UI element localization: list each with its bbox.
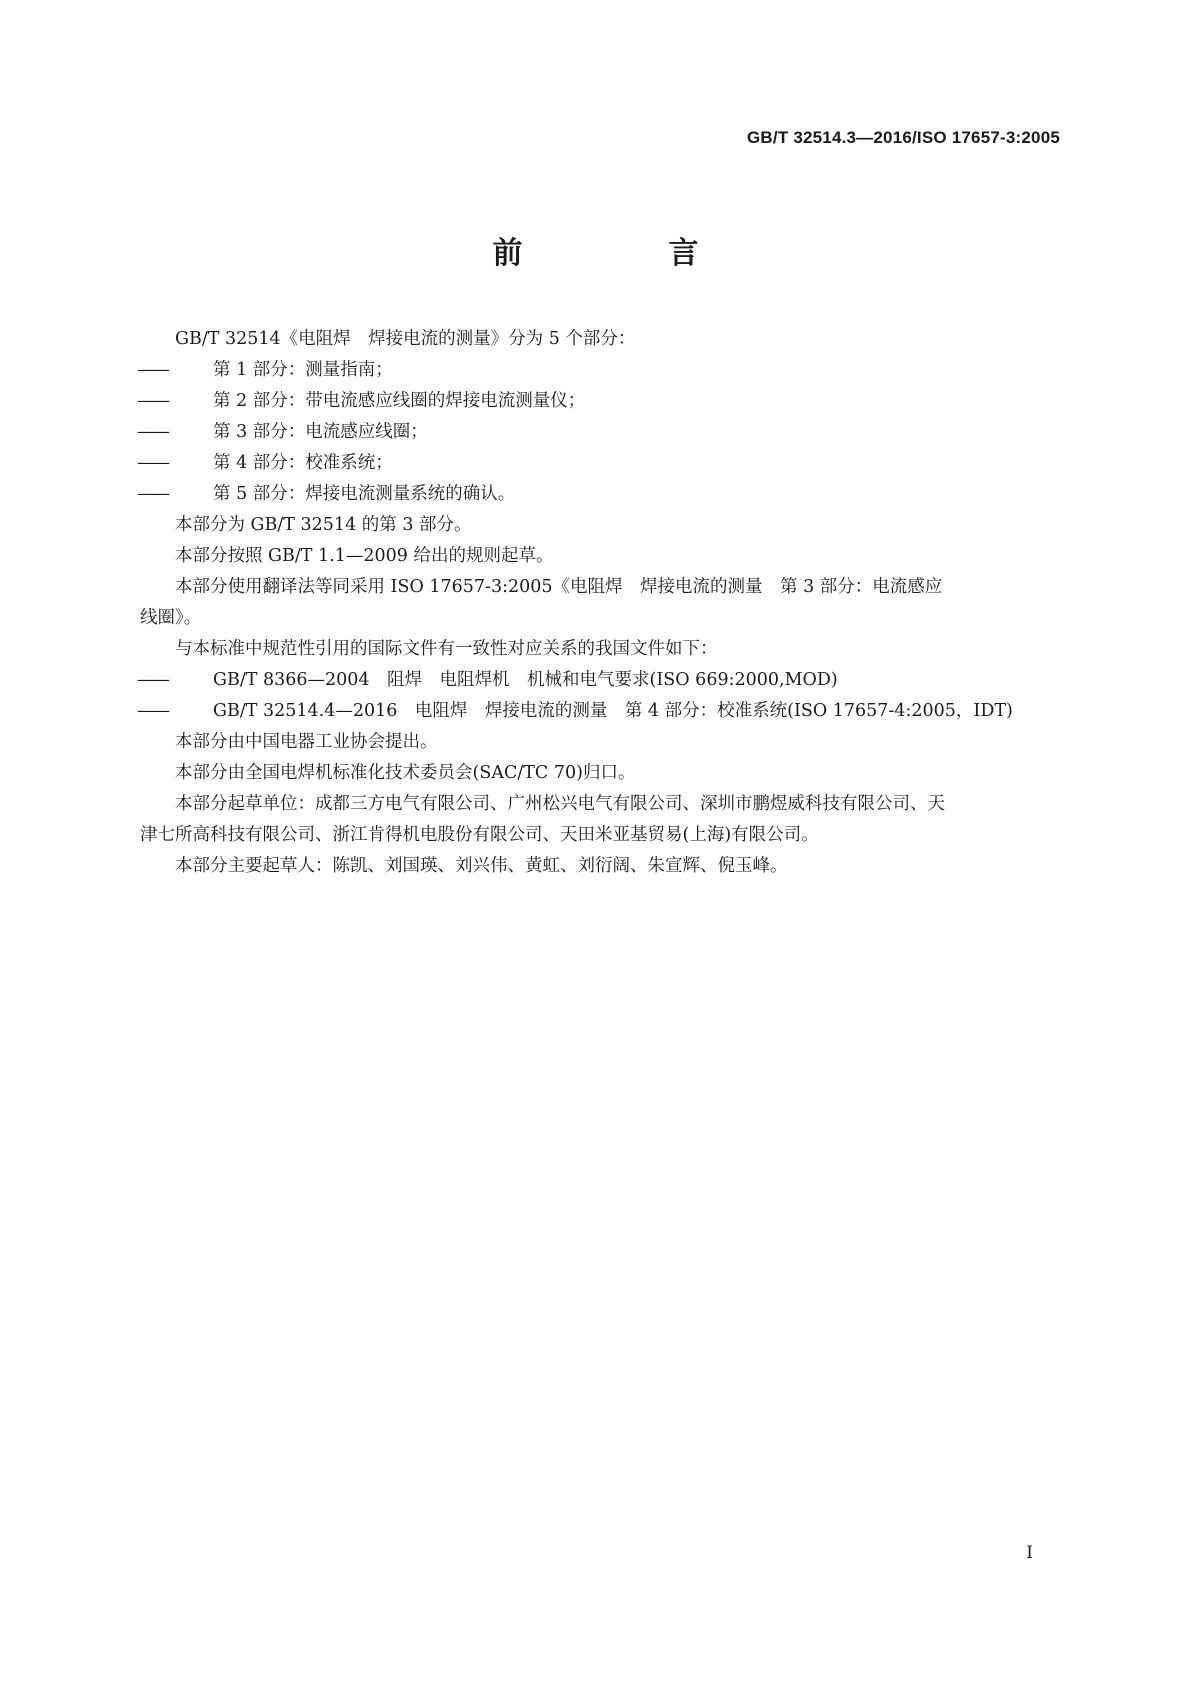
dash-marker: —— bbox=[137, 360, 168, 380]
foreword-body bbox=[137, 324, 1070, 882]
list-item-part-4 bbox=[137, 448, 1070, 479]
list-item-part-2 bbox=[137, 386, 1070, 417]
paragraph-references-intro: 与本标准中规范性引用的国际文件有一致性对应关系的我国文件如下： bbox=[175, 639, 718, 659]
list-item-text: 第 2 部分：带电流感应线圈的焊接电流测量仪； bbox=[213, 391, 586, 411]
paragraph-drafting-rules: 本部分按照 GB/T 1.1—2009 给出的规则起草。 bbox=[175, 546, 554, 566]
paragraph-main-drafters: 本部分主要起草人：陈凯、刘国瑛、刘兴伟、黄虹、刘衍阔、朱宣辉、倪玉峰。 bbox=[175, 856, 788, 876]
page-title: 前 言 bbox=[492, 236, 757, 271]
paragraph-proposer: 本部分由中国电器工业协会提出。 bbox=[175, 732, 438, 752]
paragraph-drafting-units-line-1: 本部分起草单位：成都三方电气有限公司、广州松兴电气有限公司、深圳市鹏煜威科技有限公司、天 bbox=[175, 794, 945, 814]
paragraph-parts-intro: GB/T 32514《电阻焊 焊接电流的测量》分为 5 个部分： bbox=[175, 329, 636, 349]
list-item-text: 第 5 部分：焊接电流测量系统的确认。 bbox=[213, 484, 516, 504]
paragraph-part-statement: 本部分为 GB/T 32514 的第 3 部分。 bbox=[175, 515, 472, 535]
dash-marker: —— bbox=[137, 422, 168, 442]
standard-code-header: GB/T 32514.3—2016/ISO 17657-3:2005 bbox=[747, 128, 1060, 147]
list-item-part-1 bbox=[137, 355, 1070, 386]
list-item-text: 第 3 部分：电流感应线圈； bbox=[213, 422, 428, 442]
dash-marker: —— bbox=[137, 484, 168, 504]
paragraph-adoption-line-2: 线圈》。 bbox=[140, 608, 202, 628]
reference-text: GB/T 32514.4—2016 电阻焊 焊接电流的测量 第 4 部分：校准系统(ISO 17657-4:2005，IDT) bbox=[213, 701, 1013, 721]
dash-marker: —— bbox=[137, 391, 168, 411]
list-item-text: 第 1 部分：测量指南； bbox=[213, 360, 393, 380]
reference-item-gbt8366 bbox=[137, 665, 1070, 696]
paragraph-technical-committee: 本部分由全国电焊机标准化技术委员会(SAC/TC 70)归口。 bbox=[175, 763, 636, 783]
reference-item-gbt32514-4 bbox=[137, 696, 1070, 727]
list-item-text: 第 4 部分：校准系统； bbox=[213, 453, 393, 473]
paragraph-drafting-units-line-2: 津七所高科技有限公司、浙江肯得机电股份有限公司、天田米亚基贸易(上海)有限公司。 bbox=[140, 825, 819, 845]
dash-marker: —— bbox=[137, 670, 168, 690]
reference-text: GB/T 8366—2004 阻焊 电阻焊机 机械和电气要求(ISO 669:2000,MOD) bbox=[213, 670, 838, 690]
paragraph-adoption-line-1: 本部分使用翻译法等同采用 ISO 17657-3:2005《电阻焊 焊接电流的测量 第 3 部分：电流感应 bbox=[175, 577, 943, 597]
page-number: I bbox=[1026, 1543, 1033, 1563]
dash-marker: —— bbox=[137, 453, 168, 473]
list-item-part-5 bbox=[137, 479, 1070, 510]
dash-marker: —— bbox=[137, 701, 168, 721]
list-item-part-3 bbox=[137, 417, 1070, 448]
